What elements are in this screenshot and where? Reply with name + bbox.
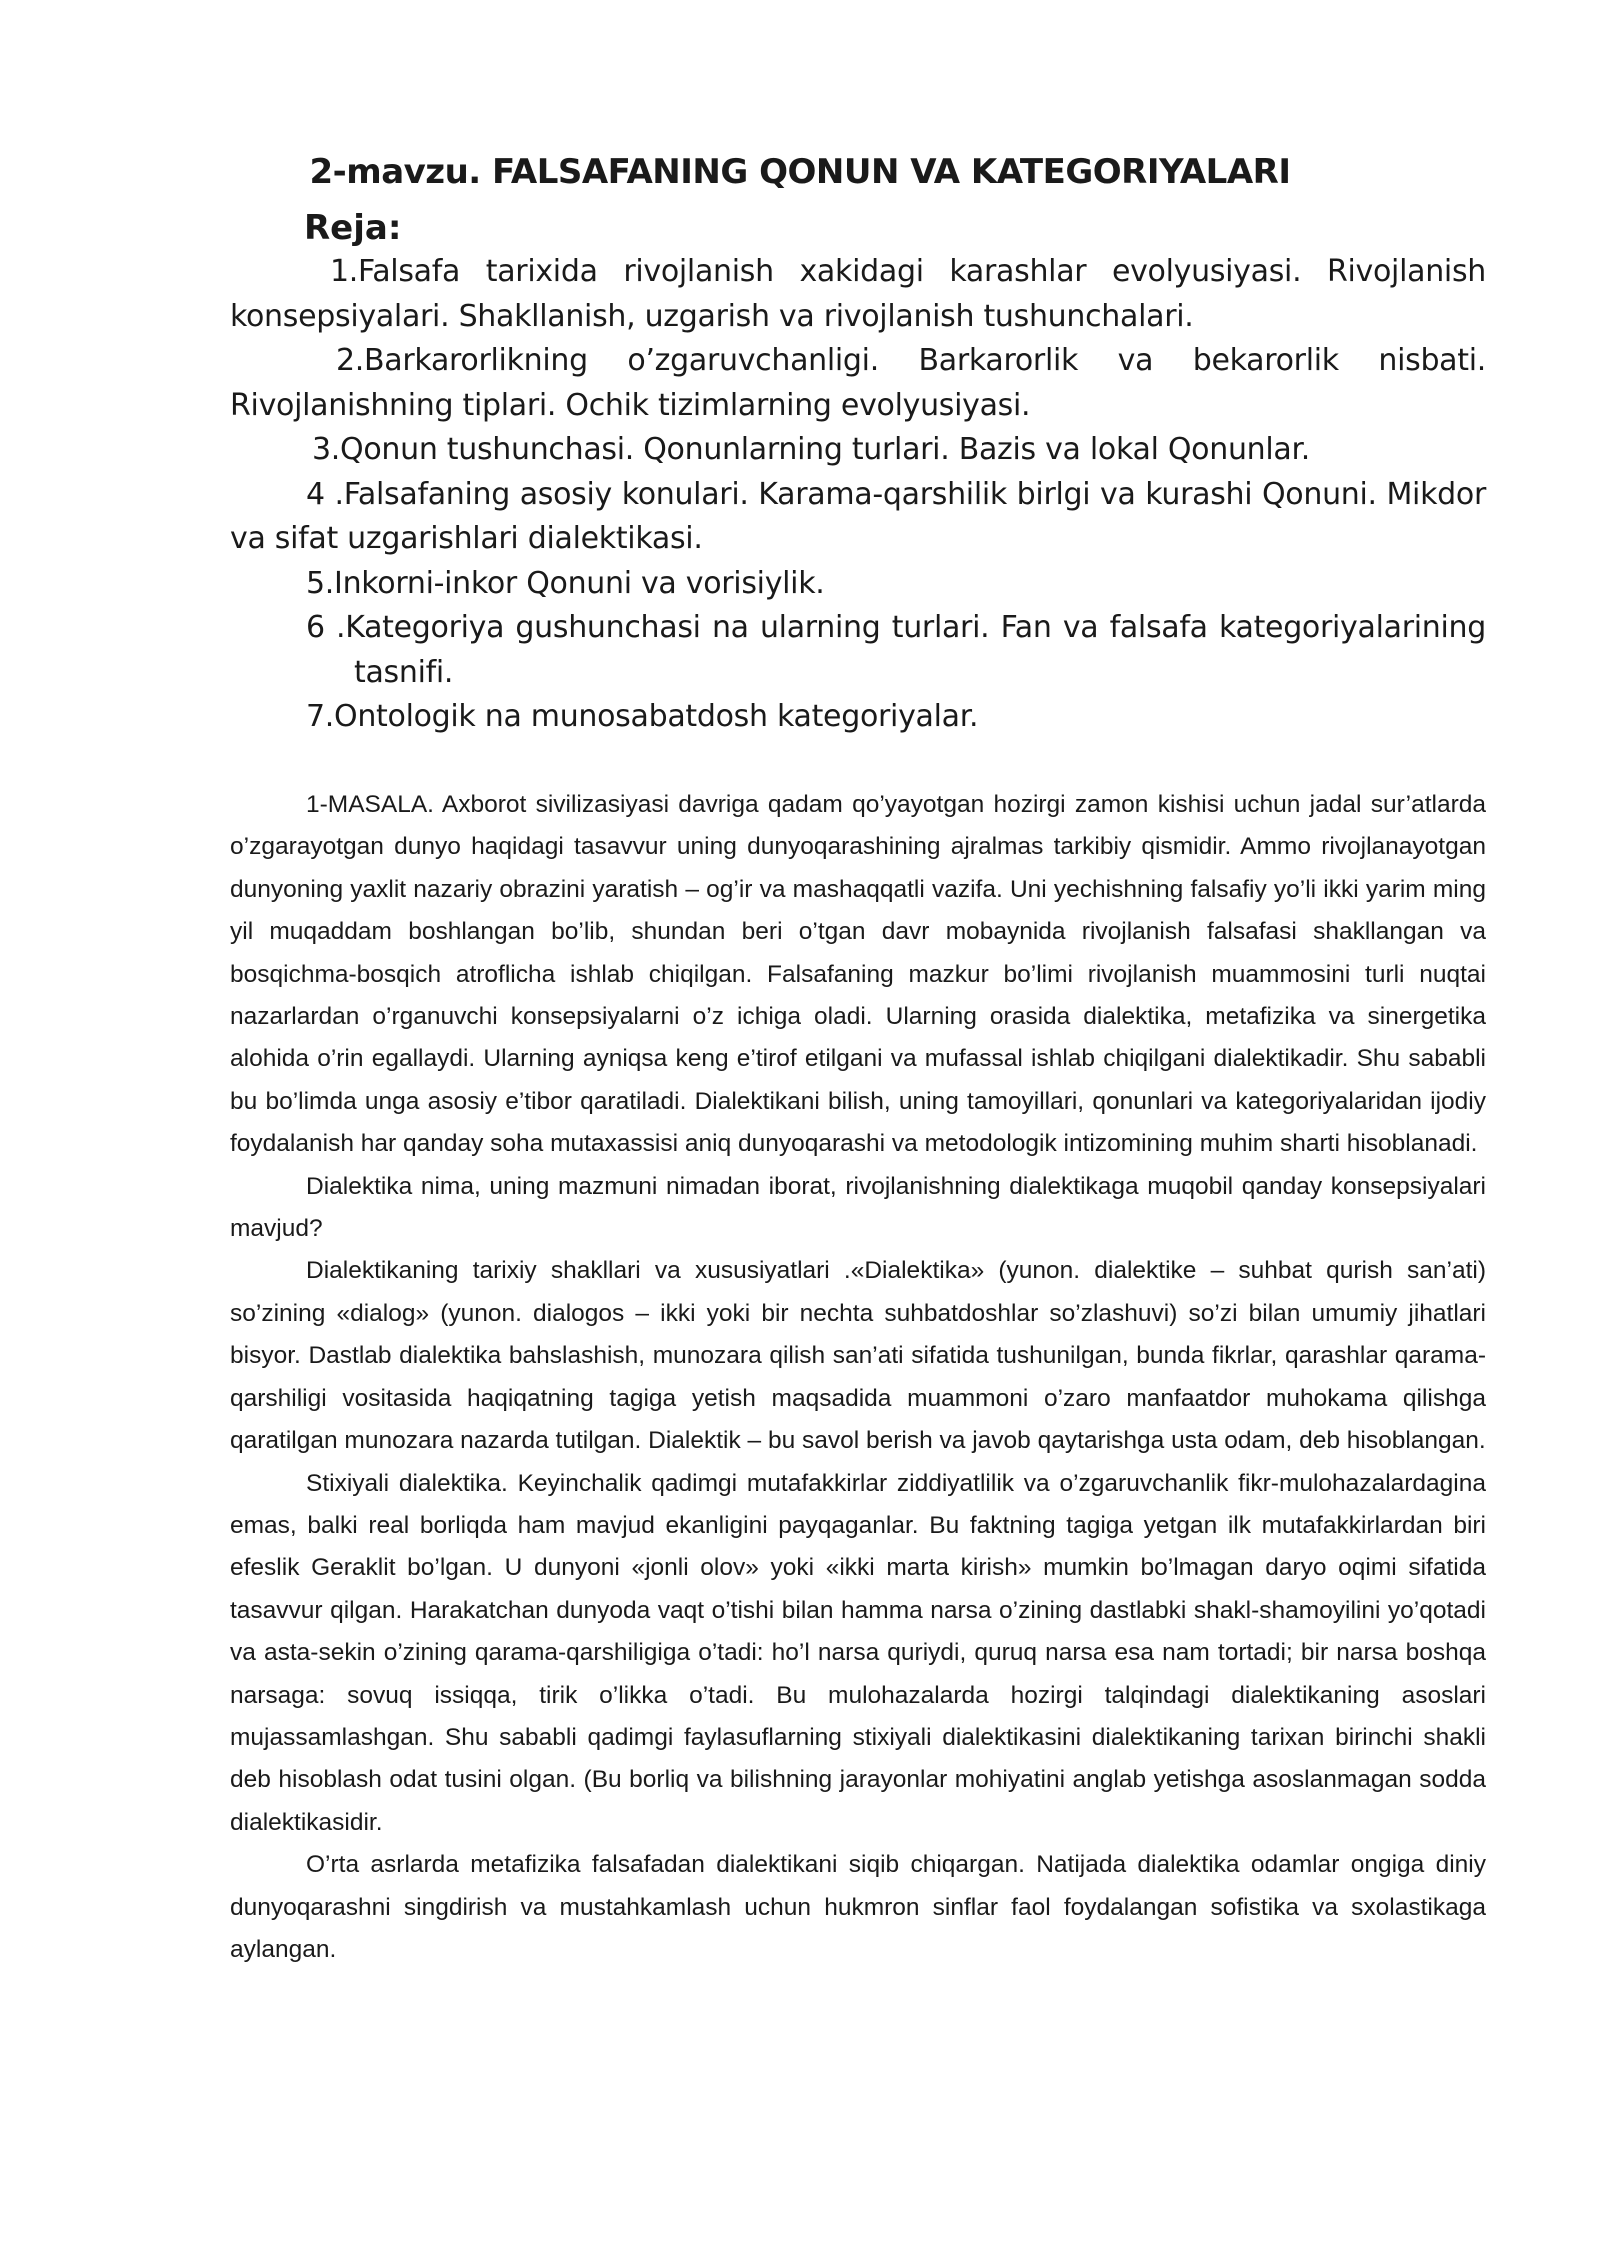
body-text	[230, 784, 1486, 1971]
document-title: 2-mavzu. FALSAFANING QONUN VA KATEGORIYALARI	[309, 152, 1291, 192]
body-paragraph: Dialektikaning tarixiy shakllari va xususiyatlari .«Dialektika» (yunon. dialektike – suhbat qurish san’ati) so’zining «dialog» (yunon. dialogos – ikki yoki bir nechta suhbatdoshlar so’zlashuvi) so’zi bilan umumiy jihatlari bisyor. Dastlab dialektika bahslashish, munozara qilish san’ati sifatida tushunilgan, bunda fikrlar, qarashlar qarama-qarshiligi vositasida haqiqatning tagiga yetish maqsadida muammoni o’zaro manfaatdor muhokama qilishga qaratilgan munozara nazarda tutilgan. Dialektik – bu savol berish va javob qaytarishga usta odam, deb hisoblangan.	[230, 1257, 1486, 1455]
plan-heading: Reja:	[304, 208, 402, 248]
plan-item: 5.Inkorni-inkor Qonuni va vorisiylik.	[306, 565, 825, 601]
plan-item: 3.Qonun tushunchasi. Qonunlarning turlari. Bazis va lokal Qonunlar.	[312, 432, 1311, 467]
body-paragraph: Dialektika nima, uning mazmuni nimadan iborat, rivojlanishning dialektikaga muqobil qanday konsepsiyalari mavjud?	[230, 1172, 1486, 1243]
plan-item: 4 .Falsafaning asosiy konulari. Karama-qarshilik birlgi va kurashi Qonuni. Mikdor va sifat uzgarishlari dialektikasi.	[230, 476, 1486, 556]
body-paragraph: 1-MASALA. Axborot sivilizasiyasi davriga qadam qo’yayotgan hozirgi zamon kishisi uchun jadal sur’atlarda o’zgarayotgan dunyo haqidagi tasavvur uning dunyoqarashining ajralmas tarkibiy qismidir. Ammo rivojlanayotgan dunyoning yaxlit nazariy obrazini yaratish – og’ir va mashaqqatli vazifa. Uni yechishning falsafiy yo’li ikki yarim ming yil muqaddam boshlangan bo’lib, shundan beri o’tgan davr mobaynida rivojlanish falsafasi shakllangan va bosqichma-bosqich atroflicha ishlab chiqilgan. Falsafaning mazkur bo’limi rivojlanish muammosini turli nuqtai nazarlardan o’rganuvchi konsepsiyalarni o’z ichiga oladi. Ularning orasida dialektika, metafizika va sinergetika alohida o’rin egallaydi. Ularning ayniqsa keng e’tirof etilgani va mufassal ishlab chiqilgani dialektikadir. Shu sababli bu bo’limda unga asosiy e’tibor qaratiladi. Dialektikani bilish, uning tamoyillari, qonunlari va kategoriyalaridan ijodiy foydalanish har qanday soha mutaxassisi aniq dunyoqarashi va metodologik intizomining muhim sharti hisoblanadi.	[230, 791, 1486, 1158]
body-paragraph: Stixiyali dialektika. Keyinchalik qadimgi mutafakkirlar ziddiyatlilik va o’zgaruvchanlik fikr-mulohazalardagina emas, balki real borliqda ham mavjud ekanligini payqaganlar. Bu faktning tagiga yetgan ilk mutafakkirlardan biri efeslik Geraklit bo’lgan. U dunyoni «jonli olov» yoki «ikki marta kirish» mumkin bo’lmagan daryo oqimi sifatida tasavvur qilgan. Harakatchan dunyoda vaqt o’tishi bilan hamma narsa o’zining dastlabki shakl-shamoyilini yo’qotadi va asta-sekin o’zining qarama-qarshiligiga o’tadi: ho’l narsa quriydi, quruq narsa esa nam tortadi; bir narsa boshqa narsaga: sovuq issiqqa, tirik o’likka o’tadi. Bu mulohazalarda hozirgi talqindagi dialektikaning asoslari mujassamlashgan. Shu sababli qadimgi faylasuflarning stixiyali dialektikasini dialektikaning tarixan birinchi shakli deb hisoblash odat tusini olgan. (Bu borliq va bilishning jarayonlar mohiyatini anglab yetishga asoslanmagan sodda dialektikasidir.	[230, 1469, 1486, 1836]
plan-item: 7.Ontologik na munosabatdosh kategoriyalar.	[306, 699, 979, 734]
plan-item: 1.Falsafa tarixida rivojlanish xakidagi karashlar evolyusiyasi. Rivojlanish konsepsiyalari. Shakllanish, uzgarish va rivojlanish tushunchalari.	[230, 254, 1486, 334]
plan-item: 2.Barkarorlikning o’zgaruvchanligi. Barkarorlik va bekarorlik nisbati. Rivojlanishning tiplari. Ochik tizimlarning evolyusiyasi.	[230, 343, 1486, 423]
body-paragraph: O’rta asrlarda metafizika falsafadan dialektikani siqib chiqargan. Natijada dialektika odamlar ongiga diniy dunyoqarashni singdirish va mustahkamlash uchun hukmron sinflar faol foydalangan sofistika va sxolastikaga aylangan.	[230, 1851, 1486, 1963]
plan-item: 6 .Kategoriya gushunchasi na ularning turlari. Fan va falsafa kategoriyalarining tasnifi.	[306, 610, 1486, 690]
plan-list	[230, 250, 1486, 740]
